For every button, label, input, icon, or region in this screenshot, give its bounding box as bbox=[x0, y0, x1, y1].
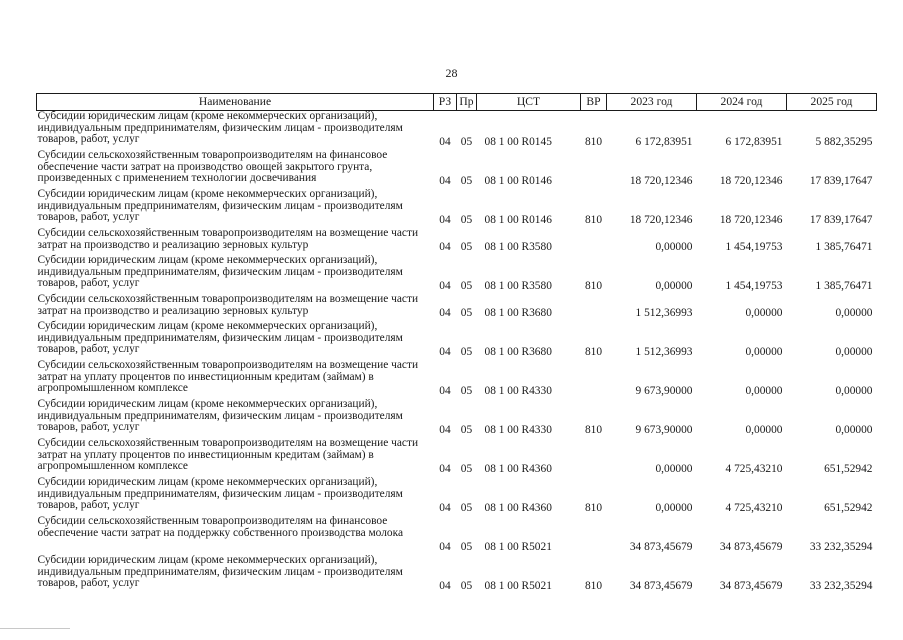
row-name: Субсидии юридическим лицам (кроме некоммерческих организаций), индивидуальным предпринимателям, физическим лицам - производителям товаров, работ, услуг bbox=[37, 476, 403, 512]
row-2024: 4 725,43210 bbox=[725, 502, 783, 515]
row-pr: 05 bbox=[460, 541, 473, 554]
row-pr: 05 bbox=[460, 241, 473, 254]
row-vr: 810 bbox=[584, 580, 603, 593]
row-cst: 08 1 00 R0146 bbox=[484, 214, 552, 227]
row-name: Субсидии сельскохозяйственным товаропроизводителям на возмещение части затрат на уплату процентов по инвестиционным кредитам (займам) в агропромышленном комплексе bbox=[37, 359, 419, 395]
row-2024: 1 454,19753 bbox=[725, 280, 783, 293]
row-2025: 1 385,76471 bbox=[815, 280, 873, 293]
row-rz: 04 bbox=[439, 463, 451, 476]
row-2024: 18 720,12346 bbox=[719, 175, 783, 188]
header-pr: Пр bbox=[457, 94, 477, 111]
row-cst: 08 1 00 R0146 bbox=[484, 175, 552, 188]
row-2023: 9 673,90000 bbox=[635, 385, 693, 398]
row-rz: 04 bbox=[439, 424, 451, 437]
header-2023: 2023 год bbox=[607, 94, 697, 111]
row-cst: 08 1 00 R3680 bbox=[484, 307, 552, 320]
header-name: Наименование bbox=[37, 94, 434, 111]
row-2023: 0,00000 bbox=[655, 241, 693, 254]
row-2025: 0,00000 bbox=[835, 385, 873, 398]
row-name: Субсидии юридическим лицам (кроме некоммерческих организаций), индивидуальным предпринимателям, физическим лицам - производителям товаров, работ, услуг bbox=[37, 188, 403, 224]
row-2025: 0,00000 bbox=[835, 346, 873, 359]
row-rz: 04 bbox=[439, 214, 451, 227]
row-pr: 05 bbox=[460, 424, 473, 437]
row-cst: 08 1 00 R4360 bbox=[484, 463, 552, 476]
row-2025: 33 232,35294 bbox=[809, 541, 873, 554]
row-2025: 0,00000 bbox=[835, 424, 873, 437]
row-name: Субсидии юридическим лицам (кроме некоммерческих организаций), индивидуальным предпринимателям, физическим лицам - производителям товаров, работ, услуг bbox=[37, 254, 403, 290]
row-pr: 05 bbox=[460, 580, 473, 593]
budget-table bbox=[36, 93, 877, 594]
row-pr: 05 bbox=[460, 136, 473, 149]
table-row bbox=[37, 399, 877, 438]
header-cst: ЦСТ bbox=[477, 94, 581, 111]
row-vr: 810 bbox=[584, 280, 603, 293]
row-vr: 810 bbox=[584, 136, 603, 149]
header-rz: РЗ bbox=[434, 94, 457, 111]
row-2025: 651,52942 bbox=[824, 463, 873, 476]
row-vr bbox=[581, 228, 607, 255]
row-vr bbox=[581, 438, 607, 477]
row-rz: 04 bbox=[439, 175, 451, 188]
row-2023: 34 873,45679 bbox=[629, 541, 693, 554]
row-2023: 0,00000 bbox=[655, 280, 693, 293]
table-row bbox=[37, 477, 877, 516]
row-cst: 08 1 00 R4330 bbox=[484, 385, 552, 398]
row-pr: 05 bbox=[460, 502, 473, 515]
row-rz: 04 bbox=[439, 502, 451, 515]
row-vr bbox=[581, 360, 607, 399]
table-row bbox=[37, 516, 877, 555]
table-row bbox=[37, 438, 877, 477]
row-2025: 0,00000 bbox=[835, 307, 873, 320]
row-rz: 04 bbox=[439, 136, 451, 149]
row-pr: 05 bbox=[460, 346, 473, 359]
row-2023: 34 873,45679 bbox=[629, 580, 693, 593]
row-2025: 17 839,17647 bbox=[809, 214, 873, 227]
row-2025: 1 385,76471 bbox=[815, 241, 873, 254]
row-2025: 651,52942 bbox=[824, 502, 873, 515]
row-2023: 18 720,12346 bbox=[629, 175, 693, 188]
row-2024: 0,00000 bbox=[745, 346, 783, 359]
row-2025: 5 882,35295 bbox=[815, 136, 873, 149]
row-2023: 9 673,90000 bbox=[635, 424, 693, 437]
row-2023: 0,00000 bbox=[655, 502, 693, 515]
header-vr: ВР bbox=[581, 94, 607, 111]
row-pr: 05 bbox=[460, 280, 473, 293]
row-name: Субсидии сельскохозяйственным товаропроизводителям на возмещение части затрат на производство и реализацию зерновых культур bbox=[37, 293, 419, 317]
table-row bbox=[37, 555, 877, 594]
row-2024: 1 454,19753 bbox=[725, 241, 783, 254]
row-vr bbox=[581, 150, 607, 189]
table-row bbox=[37, 321, 877, 360]
table-row bbox=[37, 255, 877, 294]
table-row bbox=[37, 228, 877, 255]
row-pr: 05 bbox=[460, 307, 473, 320]
row-2025: 17 839,17647 bbox=[809, 175, 873, 188]
row-cst: 08 1 00 R4330 bbox=[484, 424, 552, 437]
row-cst: 08 1 00 R0145 bbox=[484, 136, 552, 149]
row-vr: 810 bbox=[584, 214, 603, 227]
row-cst: 08 1 00 R3580 bbox=[484, 241, 552, 254]
header-2025: 2025 год bbox=[787, 94, 877, 111]
row-2023: 1 512,36993 bbox=[635, 307, 693, 320]
row-pr: 05 bbox=[460, 463, 473, 476]
row-name: Субсидии сельскохозяйственным товаропроизводителям на возмещение части затрат на производство и реализацию зерновых культур bbox=[37, 227, 419, 251]
row-name: Субсидии юридическим лицам (кроме некоммерческих организаций), индивидуальным предпринимателям, физическим лицам - производителям товаров, работ, услуг bbox=[37, 110, 403, 146]
row-rz: 04 bbox=[439, 307, 451, 320]
row-name: Субсидии юридическим лицам (кроме некоммерческих организаций), индивидуальным предпринимателям, физическим лицам - производителям товаров, работ, услуг bbox=[37, 554, 403, 590]
header-2024: 2024 год bbox=[697, 94, 787, 111]
row-2024: 0,00000 bbox=[745, 307, 783, 320]
row-2023: 6 172,83951 bbox=[635, 136, 693, 149]
table-row bbox=[37, 189, 877, 228]
table-row bbox=[37, 360, 877, 399]
row-cst: 08 1 00 R5021 bbox=[484, 580, 552, 593]
row-2024: 0,00000 bbox=[745, 385, 783, 398]
row-cst: 08 1 00 R3580 bbox=[484, 280, 552, 293]
row-name: Субсидии юридическим лицам (кроме некоммерческих организаций), индивидуальным предпринимателям, физическим лицам - производителям товаров, работ, услуг bbox=[37, 320, 403, 356]
row-2023: 0,00000 bbox=[655, 463, 693, 476]
row-vr bbox=[581, 294, 607, 321]
row-cst: 08 1 00 R5021 bbox=[484, 541, 552, 554]
row-cst: 08 1 00 R4360 bbox=[484, 502, 552, 515]
row-vr: 810 bbox=[584, 346, 603, 359]
row-pr: 05 bbox=[460, 214, 473, 227]
row-cst: 08 1 00 R3680 bbox=[484, 346, 552, 359]
row-vr: 810 bbox=[584, 424, 603, 437]
row-pr: 05 bbox=[460, 385, 473, 398]
page-number: 28 bbox=[445, 66, 458, 80]
row-rz: 04 bbox=[439, 346, 451, 359]
table-row bbox=[37, 111, 877, 151]
table-header-row bbox=[37, 94, 877, 111]
row-rz: 04 bbox=[439, 280, 451, 293]
row-2024: 18 720,12346 bbox=[719, 214, 783, 227]
row-2024: 34 873,45679 bbox=[719, 580, 783, 593]
row-2023: 1 512,36993 bbox=[635, 346, 693, 359]
row-vr bbox=[581, 516, 607, 555]
row-name: Субсидии сельскохозяйственным товаропроизводителям на возмещение части затрат на уплату процентов по инвестиционным кредитам (займам) в агропромышленном комплексе bbox=[37, 437, 419, 473]
bottom-rule bbox=[0, 628, 70, 629]
row-name: Субсидии сельскохозяйственным товаропроизводителям на финансовое обеспечение части затрат на поддержку собственного производства молока bbox=[37, 515, 404, 539]
row-2024: 0,00000 bbox=[745, 424, 783, 437]
row-rz: 04 bbox=[439, 541, 451, 554]
row-rz: 04 bbox=[439, 580, 451, 593]
row-2024: 34 873,45679 bbox=[719, 541, 783, 554]
row-rz: 04 bbox=[439, 385, 451, 398]
row-rz: 04 bbox=[439, 241, 451, 254]
table-row bbox=[37, 150, 877, 189]
row-2023: 18 720,12346 bbox=[629, 214, 693, 227]
row-2025: 33 232,35294 bbox=[809, 580, 873, 593]
row-name: Субсидии юридическим лицам (кроме некоммерческих организаций), индивидуальным предпринимателям, физическим лицам - производителям товаров, работ, услуг bbox=[37, 398, 403, 434]
row-vr: 810 bbox=[584, 502, 603, 515]
row-pr: 05 bbox=[460, 175, 473, 188]
table-row bbox=[37, 294, 877, 321]
row-name: Субсидии сельскохозяйственным товаропроизводителям на финансовое обеспечение части затрат на производство овощей закрытого грунта, произведенных с применением технологии досвечивания bbox=[37, 149, 388, 185]
row-2024: 6 172,83951 bbox=[725, 136, 783, 149]
row-2024: 4 725,43210 bbox=[725, 463, 783, 476]
